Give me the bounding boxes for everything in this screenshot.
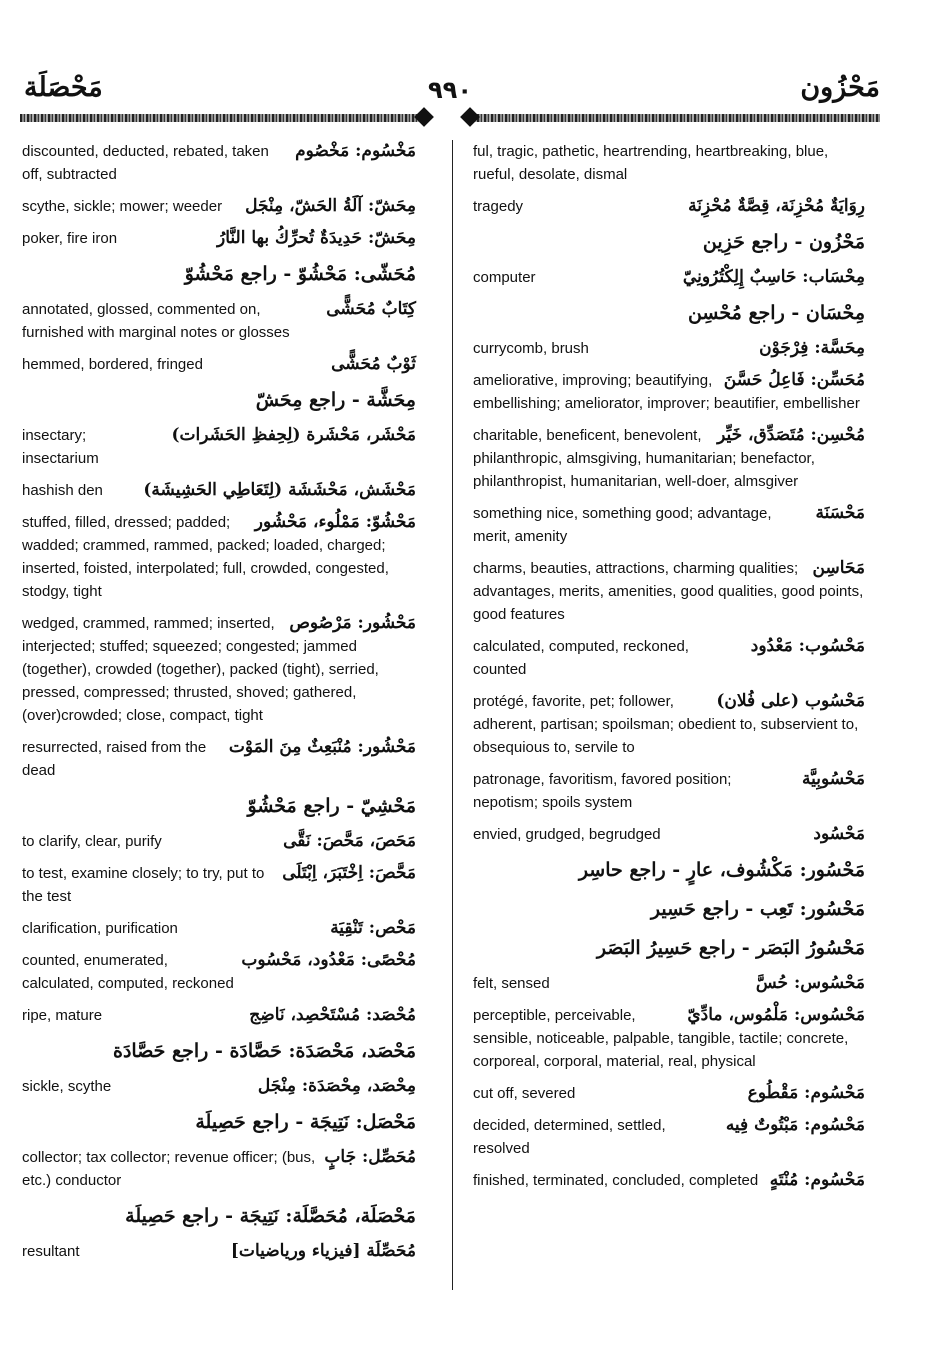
english-definition: resurrected, raised from the dead	[22, 739, 207, 779]
english-definition: discounted, deducted, rebated, taken off, subtracted	[22, 143, 269, 183]
dictionary-entry	[22, 140, 416, 186]
arabic-headword: مَحْسُود	[813, 824, 865, 844]
english-definition: perceptible, perceivable, sensible, noticeable, palpable, tangible, tactile; concrete, corporeal, corporal, material, real, physical	[473, 1007, 849, 1070]
arabic-headword: مَحْصَلَة، مُحَصَّلَة: نَتِيجَة - راجع حَصِيلَة	[125, 1205, 416, 1227]
dictionary-entry	[473, 690, 865, 759]
page-number: ٩٩٠	[428, 76, 472, 104]
arabic-headword: مَحْصَد، مَحْصَدَة: حَصَّادَة - راجع حَصَّادَة	[112, 1040, 416, 1062]
dictionary-entry	[473, 1004, 865, 1073]
english-definition: patronage, favoritism, favored position; nepotism; spoils system	[473, 771, 732, 811]
dictionary-entry	[22, 298, 416, 344]
arabic-headword: مَحْشُوّ: مَمْلُوء، مَحْشُور	[254, 512, 416, 532]
arabic-headword: مَحْسُوم: مُنْتَهٍ	[769, 1170, 865, 1190]
arabic-headword: مَحْشُور: مُنْبَعِثٌ مِنَ المَوْت	[228, 737, 416, 757]
english-definition: cut off, severed	[473, 1085, 576, 1102]
guide-word-left: مَحْصَلَة	[24, 72, 103, 103]
english-definition: hashish den	[22, 482, 103, 499]
english-definition: wedged, crammed, rammed; inserted, interjected; stuffed; squeezed; congested; jammed (together), crowded (together), packed (tight), serried, pressed, compressed; thrusted, shoved; gathered, (over)crowded; close, compact, tight	[22, 615, 379, 724]
arabic-headword: مَحْسُوم: مَقْطُوع	[747, 1083, 865, 1103]
english-definition: charms, beauties, attractions, charming qualities; advantages, merits, amenities, good qualities, good points, good features	[473, 560, 864, 623]
arabic-headword: مَحَاسِن	[812, 558, 865, 578]
english-definition: finished, terminated, concluded, completed	[473, 1172, 759, 1189]
dictionary-entry	[473, 855, 865, 885]
arabic-headword: مَحْسُوم: مَبْتُوتٌ فِيه	[725, 1115, 865, 1135]
arabic-headword: مِحَشَّة - راجع مِحَشّ	[255, 389, 416, 411]
arabic-headword: مَحْصَل: نَتِيجَة - راجع حَصِيلَة	[195, 1111, 416, 1133]
arabic-headword: مُحْصَد: مُسْتَحْصِد، نَاضِج	[249, 1005, 416, 1025]
arabic-headword: مُحَشّى: مَحْشُوّ - راجع مَحْشُوّ	[184, 263, 416, 285]
dictionary-entry	[22, 862, 416, 908]
english-definition: computer	[473, 269, 536, 286]
dictionary-entry	[22, 1075, 416, 1098]
english-definition: something nice, something good; advantage, merit, amenity	[473, 505, 772, 545]
arabic-headword: مُحَصِّلَة [فيزياء ورياضيات]	[230, 1241, 416, 1261]
english-definition: annotated, glossed, commented on, furnished with marginal notes or glosses	[22, 301, 290, 341]
dictionary-entry	[22, 424, 416, 470]
dictionary-entry	[22, 1240, 416, 1263]
arabic-headword: مَحْسُوس: حُسَّ	[755, 973, 865, 993]
dictionary-entry	[473, 227, 865, 257]
dictionary-entry	[22, 612, 416, 727]
english-definition: tragedy	[473, 198, 524, 215]
arabic-headword: مَحْسُورُ البَصَر - راجع حَسِيرُ البَصَر	[596, 937, 865, 959]
arabic-headword: مَحْسُوبِيَّة	[801, 769, 865, 789]
arabic-headword: مَحْشُور: مَرْصُوص	[289, 613, 416, 633]
english-definition: poker, fire iron	[22, 230, 118, 247]
english-definition: resultant	[22, 1243, 80, 1260]
arabic-headword: مِحَشّ: حَدِيدَةٌ تُحرِّكُ بها النَّارُ	[217, 228, 416, 248]
dictionary-entry	[473, 369, 865, 415]
dictionary-entry	[22, 511, 416, 603]
arabic-headword: مِحْصَد، مِحْصَدَة: مِنْجَل	[257, 1076, 416, 1096]
english-definition: calculated, computed, reckoned, counted	[473, 638, 689, 678]
arabic-headword: مَحْسَنَة	[815, 503, 865, 523]
dictionary-entry	[22, 917, 416, 940]
arabic-headword: مُحَسِّن: فَاعِلُ حَسَّنَ	[723, 370, 865, 390]
arabic-headword: مَحْشَر، مَحْشَرة (لِحِفظِ الحَشَرات)	[171, 425, 416, 445]
dictionary-entry	[22, 227, 416, 250]
arabic-headword: مَحَصَ، مَحَّصَ: نَقَّى	[283, 831, 416, 851]
english-definition: hemmed, bordered, fringed	[22, 356, 203, 373]
arabic-headword: مِحَسَّة: فِرْجَوْن	[759, 338, 865, 358]
dictionary-entry	[22, 195, 416, 218]
arabic-headword: مَخْسُوم: مَخْصُوم	[295, 141, 416, 161]
english-definition: stuffed, filled, dressed; padded; wadded; crammed, rammed, packed; loaded, charged; inserted, foisted, interpolated; full, crowded, congested, stodgy, tight	[22, 514, 389, 600]
dictionary-entry	[473, 1169, 865, 1192]
english-definition: collector; tax collector; revenue officer; (bus, etc.) conductor	[22, 1149, 316, 1189]
arabic-headword: مَحْزُون - راجع حَزِين	[702, 231, 865, 253]
english-definition: scythe, sickle; mower; weeder	[22, 198, 223, 215]
right-column	[473, 140, 865, 1201]
dictionary-entry	[473, 933, 865, 963]
arabic-headword: مَحْسُور: مَكْشُوف، عارٍ - راجع حاسِر	[578, 859, 865, 881]
english-definition: to clarify, clear, purify	[22, 833, 162, 850]
guide-word-right: مَحْزُون	[800, 72, 880, 103]
arabic-headword: مِحْسَاب: حَاسِبٌ إِلِكْتُرُونِيّ	[682, 267, 865, 287]
english-definition: ripe, mature	[22, 1007, 103, 1024]
page-header	[0, 72, 928, 112]
dictionary-entry	[22, 791, 416, 821]
dictionary-entry	[473, 1082, 865, 1105]
left-column	[22, 140, 416, 1272]
arabic-headword: مَحْص: تَنْقِيَة	[330, 918, 416, 938]
english-definition: decided, determined, settled, resolved	[473, 1117, 666, 1157]
english-definition: insectary; insectarium	[22, 427, 99, 467]
english-definition: clarification, purification	[22, 920, 178, 937]
arabic-headword: مَحْشَش، مَحْشَشَة (لِتَعَاطِي الحَشِيشَة)	[143, 480, 416, 500]
english-definition: sickle, scythe	[22, 1078, 112, 1095]
arabic-headword: مَحْشِيّ - راجع مَحْشُوّ	[247, 795, 416, 817]
dictionary-entry	[22, 949, 416, 995]
english-definition: currycomb, brush	[473, 340, 589, 357]
dictionary-entry	[473, 557, 865, 626]
arabic-headword: مَحْسُوس: مَلْمُوس، مادِّيّ	[687, 1005, 865, 1025]
arabic-headword: مِحْسَان - راجع مُحْسِن	[687, 302, 865, 324]
dictionary-entry	[22, 830, 416, 853]
arabic-headword: مِحَشّ: آلَةُ الحَشّ، مِنْجَل	[245, 196, 416, 216]
dictionary-entry	[473, 1114, 865, 1160]
dictionary-entry	[473, 635, 865, 681]
column-divider	[452, 140, 453, 1290]
english-definition: to test, examine closely; to try, put to the test	[22, 865, 265, 905]
english-definition: charitable, beneficent, benevolent, philanthropic, almsgiving, humanitarian; benefactor, philanthropist, humanitarian, well-doer, almsgiver	[473, 427, 815, 490]
english-definition: ameliorative, improving; beautifying, embellishing; ameliorator, improver; beautifier, embellisher	[473, 372, 860, 412]
dictionary-entry	[22, 736, 416, 782]
dictionary-entry	[473, 140, 865, 186]
dictionary-entry	[473, 894, 865, 924]
english-definition: felt, sensed	[473, 975, 550, 992]
arabic-headword: مَحْسُور: تَعِب - راجع حَسِير	[650, 898, 865, 920]
arabic-headword: رِوَايَةٌ مُحْزِنَة، قِصَّةٌ مُحْزِنَة	[688, 196, 865, 216]
dictionary-entry	[22, 1107, 416, 1137]
dictionary-entry	[22, 259, 416, 289]
dictionary-entry	[22, 1146, 416, 1192]
arabic-headword: كِتَابٌ مُحَشًّى	[326, 299, 416, 319]
dictionary-entry	[473, 424, 865, 493]
dictionary-entry	[473, 195, 865, 218]
english-definition: ful, tragic, pathetic, heartrending, heartbreaking, blue, rueful, desolate, dismal	[473, 143, 829, 183]
arabic-headword: مُحَصِّل: جَابٍ	[324, 1147, 416, 1167]
header-rule-left	[20, 112, 424, 124]
arabic-headword: مَحَّصَ: اِخْتَبَرَ، اِبْتَلَى	[282, 863, 416, 883]
dictionary-entry	[22, 1004, 416, 1027]
dictionary-entry	[22, 479, 416, 502]
dictionary-entry	[473, 337, 865, 360]
english-definition: counted, enumerated, calculated, computed, reckoned	[22, 952, 234, 992]
arabic-headword: ثَوْبٌ مُحَشًّى	[331, 354, 416, 374]
dictionary-entry	[473, 298, 865, 328]
dictionary-entry	[22, 1036, 416, 1066]
dictionary-entry	[473, 823, 865, 846]
arabic-headword: مُحْسِن: مُتَصَدِّق، خَيِّر	[717, 425, 865, 445]
dictionary-entry	[22, 385, 416, 415]
dictionary-entry	[473, 972, 865, 995]
arabic-headword: مَحْسُوب (على فُلان)	[716, 691, 865, 711]
english-definition: envied, grudged, begrudged	[473, 826, 661, 843]
dictionary-entry	[473, 266, 865, 289]
dictionary-entry	[22, 353, 416, 376]
arabic-headword: مَحْسُوب: مَعْدُود	[750, 636, 865, 656]
dictionary-entry	[22, 1201, 416, 1231]
header-rule-right	[470, 112, 880, 124]
arabic-headword: مُحْصًى: مَعْدُود، مَحْسُوب	[241, 950, 416, 970]
english-definition: protégé, favorite, pet; follower, adherent, partisan; spoilsman; obedient to, subservient to, obsequious to, servile to	[473, 693, 859, 756]
dictionary-entry	[473, 768, 865, 814]
dictionary-entry	[473, 502, 865, 548]
